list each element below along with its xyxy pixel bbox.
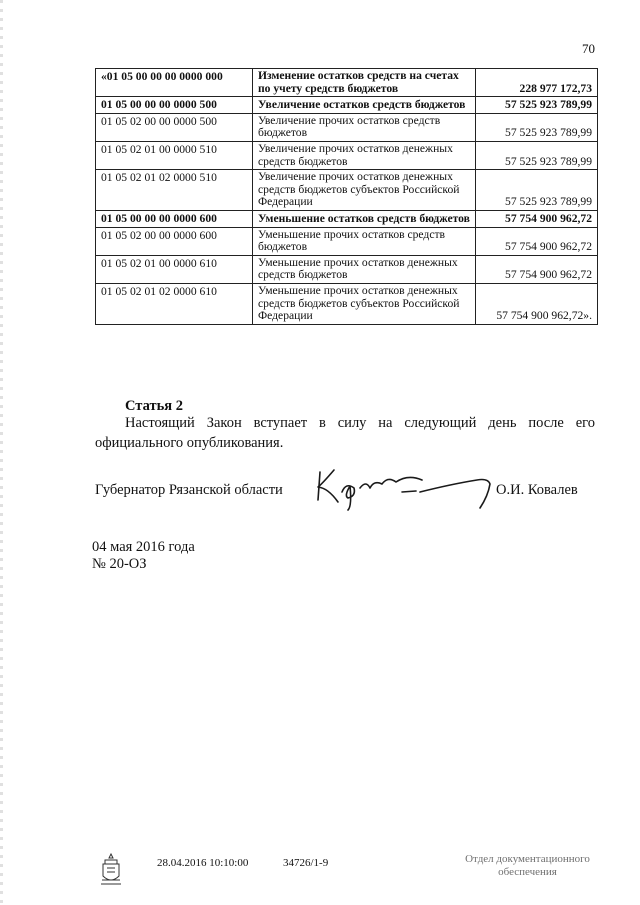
table-body — [96, 69, 598, 325]
row-code: 01 05 02 01 02 0000 610 — [96, 283, 253, 324]
row-name: Увеличение остатков средств бюджетов — [253, 97, 476, 114]
row-name: Уменьшение прочих остатков денежных средств бюджетов субъектов Российской Федерации — [253, 283, 476, 324]
row-name: Увеличение прочих остатков средств бюджетов — [253, 113, 476, 141]
budget-sources-table — [95, 68, 598, 325]
scan-edge — [0, 0, 3, 905]
row-code: «01 05 00 00 00 0000 000 — [96, 69, 253, 97]
row-code: 01 05 00 00 00 0000 600 — [96, 210, 253, 227]
table-row — [96, 227, 598, 255]
row-amount: 57 754 900 962,72 — [476, 227, 598, 255]
row-amount: 57 525 923 789,99 — [476, 97, 598, 114]
row-name: Изменение остатков средств на счетах по учету средств бюджетов — [253, 69, 476, 97]
table-row — [96, 141, 598, 169]
row-code: 01 05 02 01 00 0000 610 — [96, 255, 253, 283]
footer-timestamp: 28.04.2016 10:10:00 — [157, 857, 249, 869]
row-code: 01 05 00 00 00 0000 500 — [96, 97, 253, 114]
row-amount: 228 977 172,73 — [476, 69, 598, 97]
row-code: 01 05 02 00 00 0000 500 — [96, 113, 253, 141]
row-name: Увеличение прочих остатков денежных средств бюджетов субъектов Российской Федерации — [253, 170, 476, 211]
row-code: 01 05 02 01 00 0000 510 — [96, 141, 253, 169]
footer-doc-number: 34726/1-9 — [283, 857, 329, 869]
row-name: Увеличение прочих остатков денежных средств бюджетов — [253, 141, 476, 169]
stamp-line-1: Отдел документационного — [465, 853, 590, 865]
table-row — [96, 69, 598, 97]
article-text: Настоящий Закон вступает в силу на следующий день после его официального опубликования. — [95, 415, 595, 451]
row-code: 01 05 02 00 00 0000 600 — [96, 227, 253, 255]
row-name: Уменьшение прочих остатков средств бюджетов — [253, 227, 476, 255]
row-code: 01 05 02 01 02 0000 510 — [96, 170, 253, 211]
table-row — [96, 283, 598, 324]
table-row — [96, 113, 598, 141]
law-date: 04 мая 2016 года — [92, 539, 195, 555]
row-amount: 57 754 900 962,72 — [476, 210, 598, 227]
row-amount: 57 525 923 789,99 — [476, 113, 598, 141]
row-amount: 57 525 923 789,99 — [476, 170, 598, 211]
row-name: Уменьшение остатков средств бюджетов — [253, 210, 476, 227]
stamp-line-2: обеспечения — [498, 866, 557, 878]
table-row — [96, 97, 598, 114]
article-title: Статья 2 — [125, 398, 183, 414]
department-stamp — [445, 853, 610, 879]
governor-title: Губернатор Рязанской области — [95, 482, 283, 498]
table-row — [96, 255, 598, 283]
page-number: 70 — [582, 41, 595, 56]
row-amount: 57 525 923 789,99 — [476, 141, 598, 169]
row-amount: 57 754 900 962,72». — [476, 283, 598, 324]
law-number: № 20-ОЗ — [92, 556, 147, 572]
table-row — [96, 170, 598, 211]
coat-of-arms-emblem — [100, 852, 122, 886]
row-amount: 57 754 900 962,72 — [476, 255, 598, 283]
row-name: Уменьшение прочих остатков денежных средств бюджетов — [253, 255, 476, 283]
handwritten-signature — [312, 462, 502, 512]
table-row — [96, 210, 598, 227]
governor-name: О.И. Ковалев — [496, 482, 578, 498]
